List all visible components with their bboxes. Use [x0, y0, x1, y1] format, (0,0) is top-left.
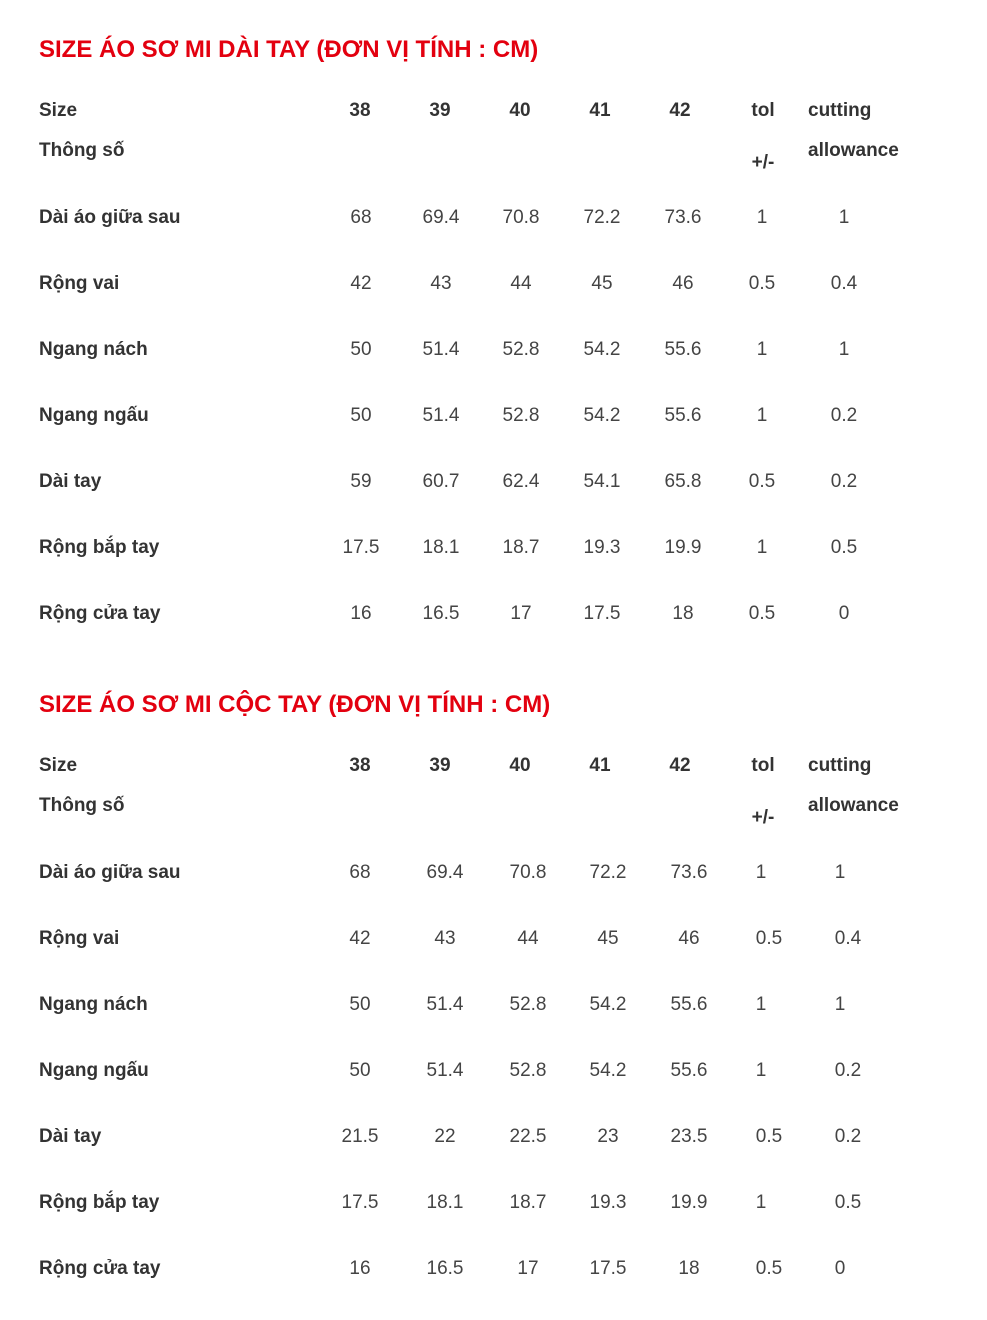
- row-value-size-39: 18.1: [426, 1192, 464, 1213]
- header-size-40: 40: [509, 100, 531, 121]
- table-title: SIZE ÁO SƠ MI DÀI TAY (ĐƠN VỊ TÍNH : CM): [39, 36, 539, 63]
- row-value-size-40: 70.8: [509, 862, 547, 883]
- row-value-size-42: 65.8: [664, 471, 702, 492]
- row-tol: 1: [755, 862, 767, 883]
- row-allowance: 0.2: [834, 1060, 862, 1081]
- row-value-size-40: 17: [517, 1258, 539, 1279]
- row-tol: 1: [756, 537, 768, 558]
- row-value-size-42: 18: [678, 1258, 700, 1279]
- row-value-size-41: 17.5: [583, 603, 621, 624]
- row-value-size-38: 50: [350, 339, 372, 360]
- row-value-size-41: 54.2: [589, 1060, 627, 1081]
- row-allowance: 0: [838, 603, 850, 624]
- row-label: Rộng vai: [39, 928, 120, 949]
- row-allowance: 0.4: [834, 928, 862, 949]
- row-tol: 0.5: [755, 928, 783, 949]
- row-value-size-41: 72.2: [589, 862, 627, 883]
- row-tol: 1: [755, 994, 767, 1015]
- row-value-size-39: 16.5: [426, 1258, 464, 1279]
- row-tol: 1: [756, 339, 768, 360]
- row-value-size-38: 59: [350, 471, 372, 492]
- row-value-size-39: 60.7: [422, 471, 460, 492]
- row-value-size-38: 16: [349, 1258, 371, 1279]
- row-value-size-40: 70.8: [502, 207, 540, 228]
- row-value-size-42: 55.6: [664, 339, 702, 360]
- row-label: Dài tay: [39, 471, 102, 492]
- row-value-size-41: 45: [597, 928, 619, 949]
- header-allowance: allowance: [808, 795, 899, 816]
- row-label: Rộng vai: [39, 273, 120, 294]
- row-value-size-42: 18: [672, 603, 694, 624]
- row-allowance: 1: [838, 207, 850, 228]
- row-value-size-40: 44: [517, 928, 539, 949]
- row-value-size-38: 17.5: [341, 1192, 379, 1213]
- row-label: Rộng cửa tay: [39, 1258, 161, 1279]
- row-value-size-38: 50: [350, 405, 372, 426]
- row-value-size-39: 51.4: [426, 1060, 464, 1081]
- row-value-size-40: 22.5: [509, 1126, 547, 1147]
- header-tol-sub: +/-: [751, 152, 775, 173]
- row-label: Rộng bắp tay: [39, 537, 160, 558]
- row-value-size-41: 17.5: [589, 1258, 627, 1279]
- header-size-label: Size: [39, 100, 78, 121]
- row-tol: 0.5: [748, 603, 776, 624]
- row-value-size-39: 16.5: [422, 603, 460, 624]
- header-size-38: 38: [349, 755, 371, 776]
- row-label: Ngang nách: [39, 994, 148, 1015]
- row-allowance: 0.2: [834, 1126, 862, 1147]
- row-value-size-40: 44: [510, 273, 532, 294]
- row-tol: 1: [756, 207, 768, 228]
- row-label: Ngang nách: [39, 339, 148, 360]
- row-tol: 1: [755, 1060, 767, 1081]
- row-allowance: 0.5: [834, 1192, 862, 1213]
- header-size-38: 38: [349, 100, 371, 121]
- row-value-size-42: 23.5: [670, 1126, 708, 1147]
- row-value-size-42: 46: [672, 273, 694, 294]
- row-value-size-39: 51.4: [422, 339, 460, 360]
- header-size-41: 41: [589, 755, 611, 776]
- row-value-size-38: 16: [350, 603, 372, 624]
- row-allowance: 0.2: [830, 471, 858, 492]
- row-value-size-41: 54.2: [583, 405, 621, 426]
- header-tol: tol: [751, 755, 775, 776]
- row-allowance: 0.2: [830, 405, 858, 426]
- row-value-size-38: 50: [349, 994, 371, 1015]
- row-value-size-39: 43: [434, 928, 456, 949]
- row-value-size-39: 22: [434, 1126, 456, 1147]
- row-label: Rộng bắp tay: [39, 1192, 160, 1213]
- table-title: SIZE ÁO SƠ MI CỘC TAY (ĐƠN VỊ TÍNH : CM): [39, 691, 551, 718]
- row-value-size-42: 55.6: [670, 1060, 708, 1081]
- row-value-size-39: 51.4: [422, 405, 460, 426]
- header-size-39: 39: [429, 100, 451, 121]
- row-value-size-41: 54.2: [589, 994, 627, 1015]
- row-value-size-39: 51.4: [426, 994, 464, 1015]
- row-value-size-42: 55.6: [670, 994, 708, 1015]
- row-value-size-39: 69.4: [426, 862, 464, 883]
- row-value-size-40: 17: [510, 603, 532, 624]
- row-tol: 0.5: [755, 1126, 783, 1147]
- row-value-size-41: 72.2: [583, 207, 621, 228]
- row-value-size-42: 46: [678, 928, 700, 949]
- header-size-39: 39: [429, 755, 451, 776]
- row-tol: 1: [755, 1192, 767, 1213]
- header-size-41: 41: [589, 100, 611, 121]
- row-value-size-40: 62.4: [502, 471, 540, 492]
- row-label: Ngang ngấu: [39, 1060, 149, 1081]
- row-value-size-38: 68: [349, 862, 371, 883]
- row-allowance: 1: [838, 339, 850, 360]
- row-label: Dài áo giữa sau: [39, 207, 181, 228]
- row-value-size-38: 68: [350, 207, 372, 228]
- row-allowance: 0: [834, 1258, 846, 1279]
- row-value-size-38: 42: [349, 928, 371, 949]
- header-size-42: 42: [669, 755, 691, 776]
- header-tol: tol: [751, 100, 775, 121]
- header-size-42: 42: [669, 100, 691, 121]
- row-value-size-41: 54.1: [583, 471, 621, 492]
- row-value-size-40: 52.8: [509, 1060, 547, 1081]
- header-size-label: Size: [39, 755, 78, 776]
- row-value-size-38: 50: [349, 1060, 371, 1081]
- row-value-size-42: 19.9: [670, 1192, 708, 1213]
- row-value-size-41: 54.2: [583, 339, 621, 360]
- row-value-size-42: 73.6: [664, 207, 702, 228]
- header-allowance: allowance: [808, 140, 899, 161]
- row-label: Ngang ngấu: [39, 405, 149, 426]
- row-value-size-40: 52.8: [502, 405, 540, 426]
- row-value-size-39: 18.1: [422, 537, 460, 558]
- row-value-size-42: 19.9: [664, 537, 702, 558]
- header-size-40: 40: [509, 755, 531, 776]
- row-value-size-40: 18.7: [502, 537, 540, 558]
- row-label: Rộng cửa tay: [39, 603, 161, 624]
- row-value-size-41: 45: [591, 273, 613, 294]
- row-value-size-38: 21.5: [341, 1126, 379, 1147]
- row-allowance: 0.5: [830, 537, 858, 558]
- row-tol: 0.5: [748, 471, 776, 492]
- header-cutting: cutting: [808, 755, 872, 776]
- row-value-size-39: 43: [430, 273, 452, 294]
- row-value-size-41: 23: [597, 1126, 619, 1147]
- row-tol: 0.5: [755, 1258, 783, 1279]
- row-allowance: 0.4: [830, 273, 858, 294]
- row-value-size-40: 52.8: [502, 339, 540, 360]
- row-value-size-42: 55.6: [664, 405, 702, 426]
- row-value-size-41: 19.3: [589, 1192, 627, 1213]
- row-value-size-42: 73.6: [670, 862, 708, 883]
- header-spec-label: Thông số: [39, 140, 125, 161]
- row-value-size-40: 52.8: [509, 994, 547, 1015]
- row-label: Dài áo giữa sau: [39, 862, 181, 883]
- row-value-size-41: 19.3: [583, 537, 621, 558]
- row-value-size-39: 69.4: [422, 207, 460, 228]
- header-spec-label: Thông số: [39, 795, 125, 816]
- row-value-size-38: 42: [350, 273, 372, 294]
- row-value-size-38: 17.5: [342, 537, 380, 558]
- header-cutting: cutting: [808, 100, 872, 121]
- row-tol: 0.5: [748, 273, 776, 294]
- row-allowance: 1: [834, 862, 846, 883]
- row-label: Dài tay: [39, 1126, 102, 1147]
- row-allowance: 1: [834, 994, 846, 1015]
- header-tol-sub: +/-: [751, 807, 775, 828]
- row-tol: 1: [756, 405, 768, 426]
- row-value-size-40: 18.7: [509, 1192, 547, 1213]
